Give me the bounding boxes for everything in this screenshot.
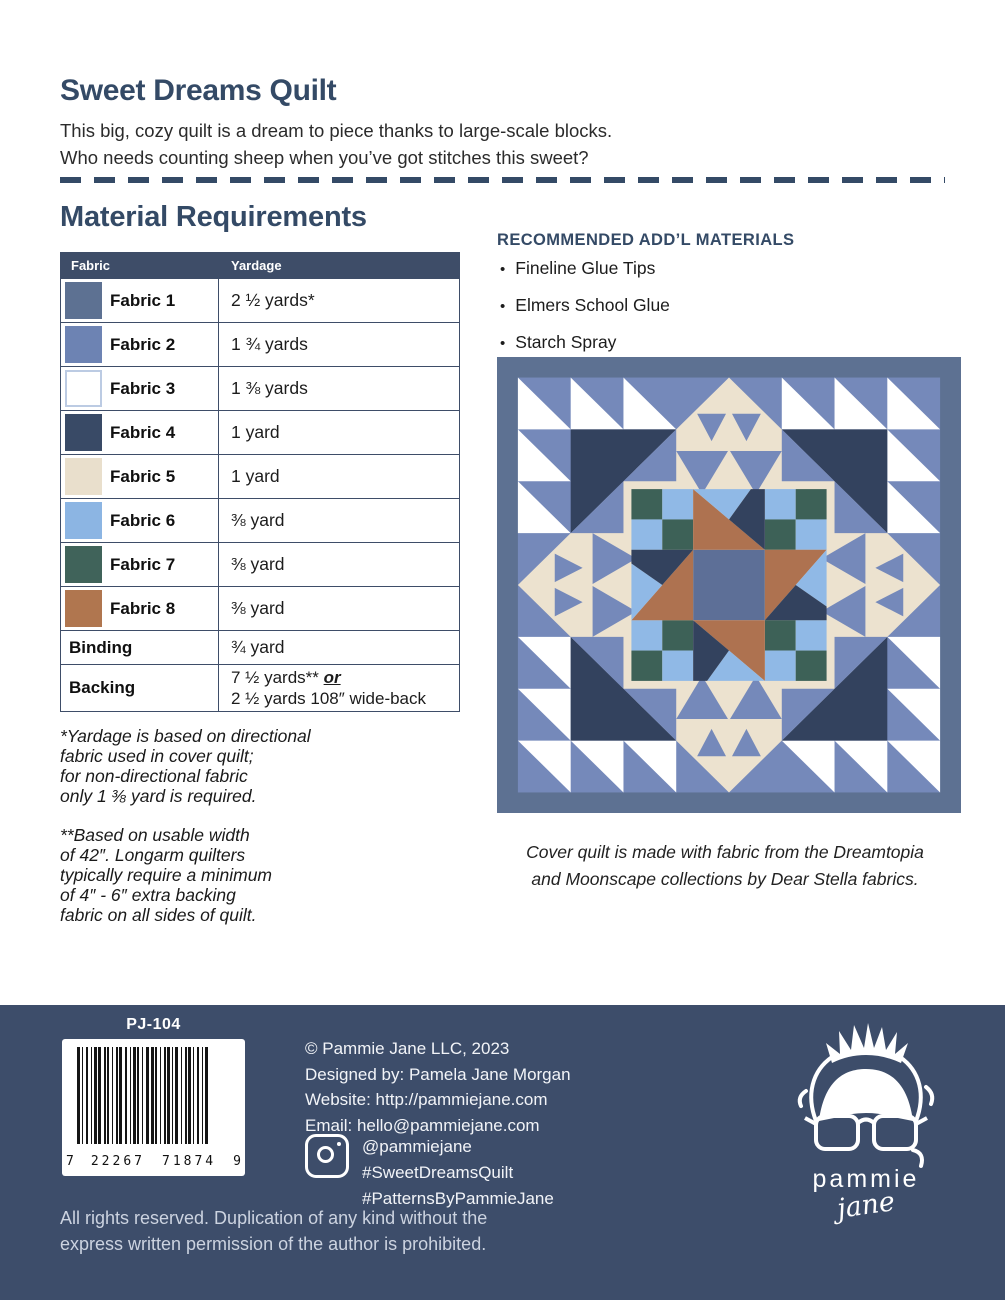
table-row	[61, 630, 459, 664]
subtitle-line: This big, cozy quilt is a dream to piece thanks to large-scale blocks.	[60, 120, 613, 141]
logo-name: pammie	[812, 1165, 920, 1193]
barcode	[62, 1039, 245, 1176]
yardage-value: 1 ⅜ yards	[231, 378, 308, 398]
barcode-bars	[77, 1047, 209, 1144]
quilt-patch	[662, 651, 693, 681]
quilt-caption	[490, 839, 960, 893]
yardage-footnotes	[60, 726, 390, 944]
addl-material-item	[500, 258, 670, 279]
fabric-label: Binding	[69, 637, 133, 657]
bullet-icon: •	[500, 335, 506, 352]
fabric-label: Fabric 3	[110, 378, 176, 398]
addl-material-label: Elmers School Glue	[515, 295, 670, 315]
instagram-lens	[317, 1146, 334, 1163]
footnote-paragraph: *Yardage is based on directional fabric used in cover quilt; for non-directional fabric only 1 ⅜ yard is required.	[60, 726, 311, 806]
column-header-yardage: Yardage	[231, 258, 282, 273]
caption-line: and Moonscape collections by Dear Stella fabrics.	[531, 869, 919, 889]
table-row	[61, 664, 459, 711]
materials-table	[60, 252, 460, 712]
table-row	[61, 410, 459, 454]
quilt-cover-image	[497, 357, 961, 813]
table-row	[61, 366, 459, 410]
quilt-patch	[765, 651, 796, 681]
quilt-patch	[662, 519, 693, 549]
pammie-jane-logo	[780, 1019, 952, 1225]
logo-script-name: jane	[835, 1186, 897, 1225]
addl-material-label: Starch Spray	[515, 332, 617, 352]
yardage-value: ⅜ yard	[231, 554, 285, 574]
material-requirements-heading: Material Requirements	[60, 201, 367, 233]
fabric-label: Backing	[69, 678, 136, 697]
quilt-patch	[796, 620, 827, 650]
bullet-icon: •	[500, 261, 506, 278]
social-handle-line: #SweetDreamsQuilt	[362, 1163, 514, 1182]
fabric-label: Fabric 5	[110, 466, 176, 486]
logo-head-icon	[786, 1019, 946, 1169]
table-row	[61, 542, 459, 586]
fabric-swatch	[65, 458, 102, 495]
rights-statement: All rights reserved. Duplication of any kind without the express written permission of the author is prohibited.	[60, 1208, 488, 1254]
page-title: Sweet Dreams Quilt	[60, 74, 337, 107]
fabric-swatch	[65, 414, 102, 451]
yardage-value: 1 ¾ yards	[231, 334, 308, 354]
publisher-info-line: © Pammie Jane LLC, 2023	[305, 1039, 510, 1058]
fabric-label: Fabric 6	[110, 510, 176, 530]
instagram-icon	[305, 1134, 349, 1178]
fabric-label: Fabric 1	[110, 290, 176, 310]
yardage-value: 2 ½ yards*	[231, 290, 315, 310]
quilt-patch	[631, 651, 662, 681]
pattern-number: PJ-104	[126, 1016, 181, 1033]
yardage-value: 1 yard	[231, 422, 280, 442]
quilt-patch	[631, 620, 662, 650]
quilt-patch	[765, 519, 796, 549]
quilt-patch	[765, 620, 796, 650]
addl-materials-heading: RECOMMENDED ADD’L MATERIALS	[497, 231, 795, 249]
yardage-value: ¾ yard	[231, 637, 285, 657]
caption-line: Cover quilt is made with fabric from the Dreamtopia	[526, 842, 924, 862]
table-row	[61, 454, 459, 498]
quilt-patch	[631, 519, 662, 549]
addl-materials-list	[500, 258, 670, 369]
table-row	[61, 278, 459, 322]
table-row	[61, 322, 459, 366]
social-handle-line: @pammiejane	[362, 1137, 472, 1156]
social-handles	[362, 1134, 554, 1212]
fabric-swatch	[65, 282, 102, 319]
dashed-divider	[60, 177, 945, 183]
quilt-patch	[796, 489, 827, 519]
column-header-fabric: Fabric	[71, 258, 111, 273]
barcode-digit-group: 7	[66, 1154, 74, 1169]
yardage-value: 1 yard	[231, 466, 280, 486]
social-handle-line: #PatternsByPammieJane	[362, 1189, 554, 1208]
fabric-swatch	[65, 590, 102, 627]
publisher-info-line: Email: hello@pammiejane.com	[305, 1115, 540, 1135]
addl-material-item	[500, 295, 670, 316]
footnote-paragraph: **Based on usable width of 42″. Longarm quilters typically require a minimum of 4″ - 6″ extra backing fabric on all sides of quilt.	[60, 825, 273, 925]
publisher-info	[305, 1036, 571, 1138]
fabric-swatch	[65, 326, 102, 363]
bullet-icon: •	[500, 298, 506, 315]
addl-material-label: Fineline Glue Tips	[515, 258, 656, 278]
table-row	[61, 498, 459, 542]
quilt-patch	[796, 519, 827, 549]
yardage-value: 2 ½ yards 108″ wide-back	[231, 689, 427, 708]
publisher-info-line: Website: http://pammiejane.com	[305, 1090, 548, 1109]
barcode-digit-group: 9	[233, 1154, 241, 1169]
quilt-patch	[693, 550, 765, 620]
fabric-label: Fabric 4	[110, 422, 176, 442]
footer	[0, 1005, 1005, 1300]
quilt-patch	[765, 489, 796, 519]
quilt-patch	[662, 489, 693, 519]
quilt-patch	[631, 489, 662, 519]
or-word: or	[323, 668, 341, 687]
yardage-value: ⅜ yard	[231, 510, 285, 530]
quilt-patch	[662, 620, 693, 650]
table-row	[61, 586, 459, 630]
instagram-flash-dot	[337, 1142, 341, 1146]
barcode-digits	[66, 1154, 241, 1169]
table-header-row	[61, 253, 459, 278]
fabric-swatch	[65, 370, 102, 407]
publisher-info-line: Designed by: Pamela Jane Morgan	[305, 1064, 571, 1084]
yardage-value: ⅜ yard	[231, 598, 285, 618]
fabric-label: Fabric 8	[110, 598, 176, 618]
fabric-label: Fabric 7	[110, 554, 176, 574]
yardage-value: 7 ½ yards** or	[231, 668, 341, 687]
barcode-digit-group: 71874	[162, 1154, 217, 1169]
barcode-digit-group: 22267	[90, 1154, 145, 1169]
fabric-swatch	[65, 546, 102, 583]
fabric-swatch	[65, 502, 102, 539]
quilt-patch	[796, 651, 827, 681]
subtitle-line: Who needs counting sheep when you’ve got stitches this sweet?	[60, 147, 589, 168]
fabric-label: Fabric 2	[110, 334, 176, 354]
page-subtitle	[60, 117, 612, 171]
addl-material-item	[500, 332, 670, 353]
